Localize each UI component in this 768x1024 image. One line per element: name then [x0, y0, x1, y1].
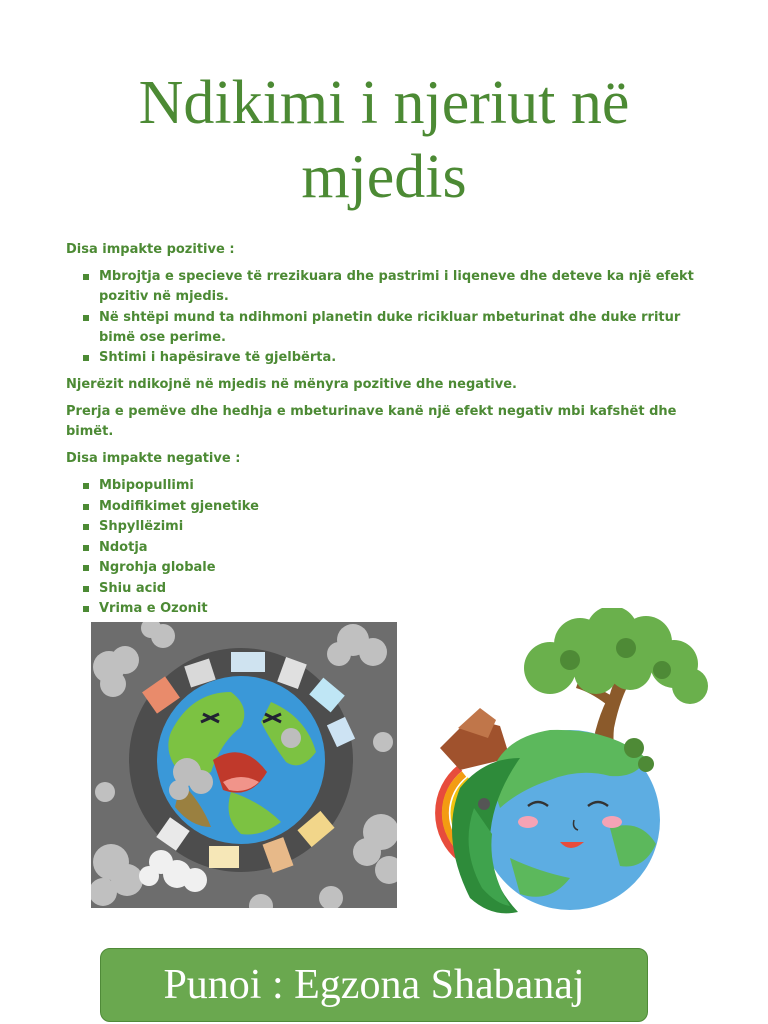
list-item: Ngrohja globale [66, 558, 716, 578]
happy-earth-illustration [400, 608, 720, 924]
title-line-2: mjedis [301, 143, 467, 211]
list-item: Shtimi i hapësirave të gjelbërta. [66, 348, 716, 368]
square-bullet-icon [83, 483, 89, 489]
square-bullet-icon [83, 315, 89, 321]
list-item: Vrima e Ozonit [66, 599, 716, 619]
square-bullet-icon [83, 565, 89, 571]
negative-heading: Disa impakte negative : [66, 451, 241, 466]
list-item: Mbipopullimi [66, 476, 716, 496]
square-bullet-icon [83, 545, 89, 551]
page-title [0, 66, 768, 214]
list-item: Ndotja [66, 538, 716, 558]
square-bullet-icon [83, 524, 89, 530]
paragraph: Prerja e pemëve dhe hedhja e mbeturinave kanë një efekt negativ mbi kafshët dhe bimët. [66, 404, 677, 439]
list-item: Në shtëpi mund ta ndihmoni planetin duke ricikluar mbeturinat dhe duke rritur bimë ose perime. [66, 308, 716, 348]
author-label: Punoi : Egzona Shabanaj [163, 962, 585, 1008]
polluted-earth-illustration [91, 622, 397, 908]
content-body [66, 240, 716, 626]
author-banner [100, 948, 648, 1022]
list-item: Shpyllëzimi [66, 517, 716, 537]
square-bullet-icon [83, 586, 89, 592]
paragraph: Njerëzit ndikojnë në mjedis në mënyra pozitive dhe negative. [66, 377, 517, 392]
list-item: Shiu acid [66, 579, 716, 599]
list-item: Mbrojtja e specieve të rrezikuara dhe pastrimi i liqeneve dhe deteve ka një efekt pozitiv në mjedis. [66, 267, 716, 307]
square-bullet-icon [83, 355, 89, 361]
positive-list [66, 267, 716, 368]
title-line-1: Ndikimi i njeriut në [138, 69, 630, 137]
square-bullet-icon [83, 606, 89, 612]
list-item: Modifikimet gjenetike [66, 497, 716, 517]
negative-list [66, 476, 716, 619]
square-bullet-icon [83, 274, 89, 280]
square-bullet-icon [83, 504, 89, 510]
positive-heading: Disa impakte pozitive : [66, 242, 235, 257]
